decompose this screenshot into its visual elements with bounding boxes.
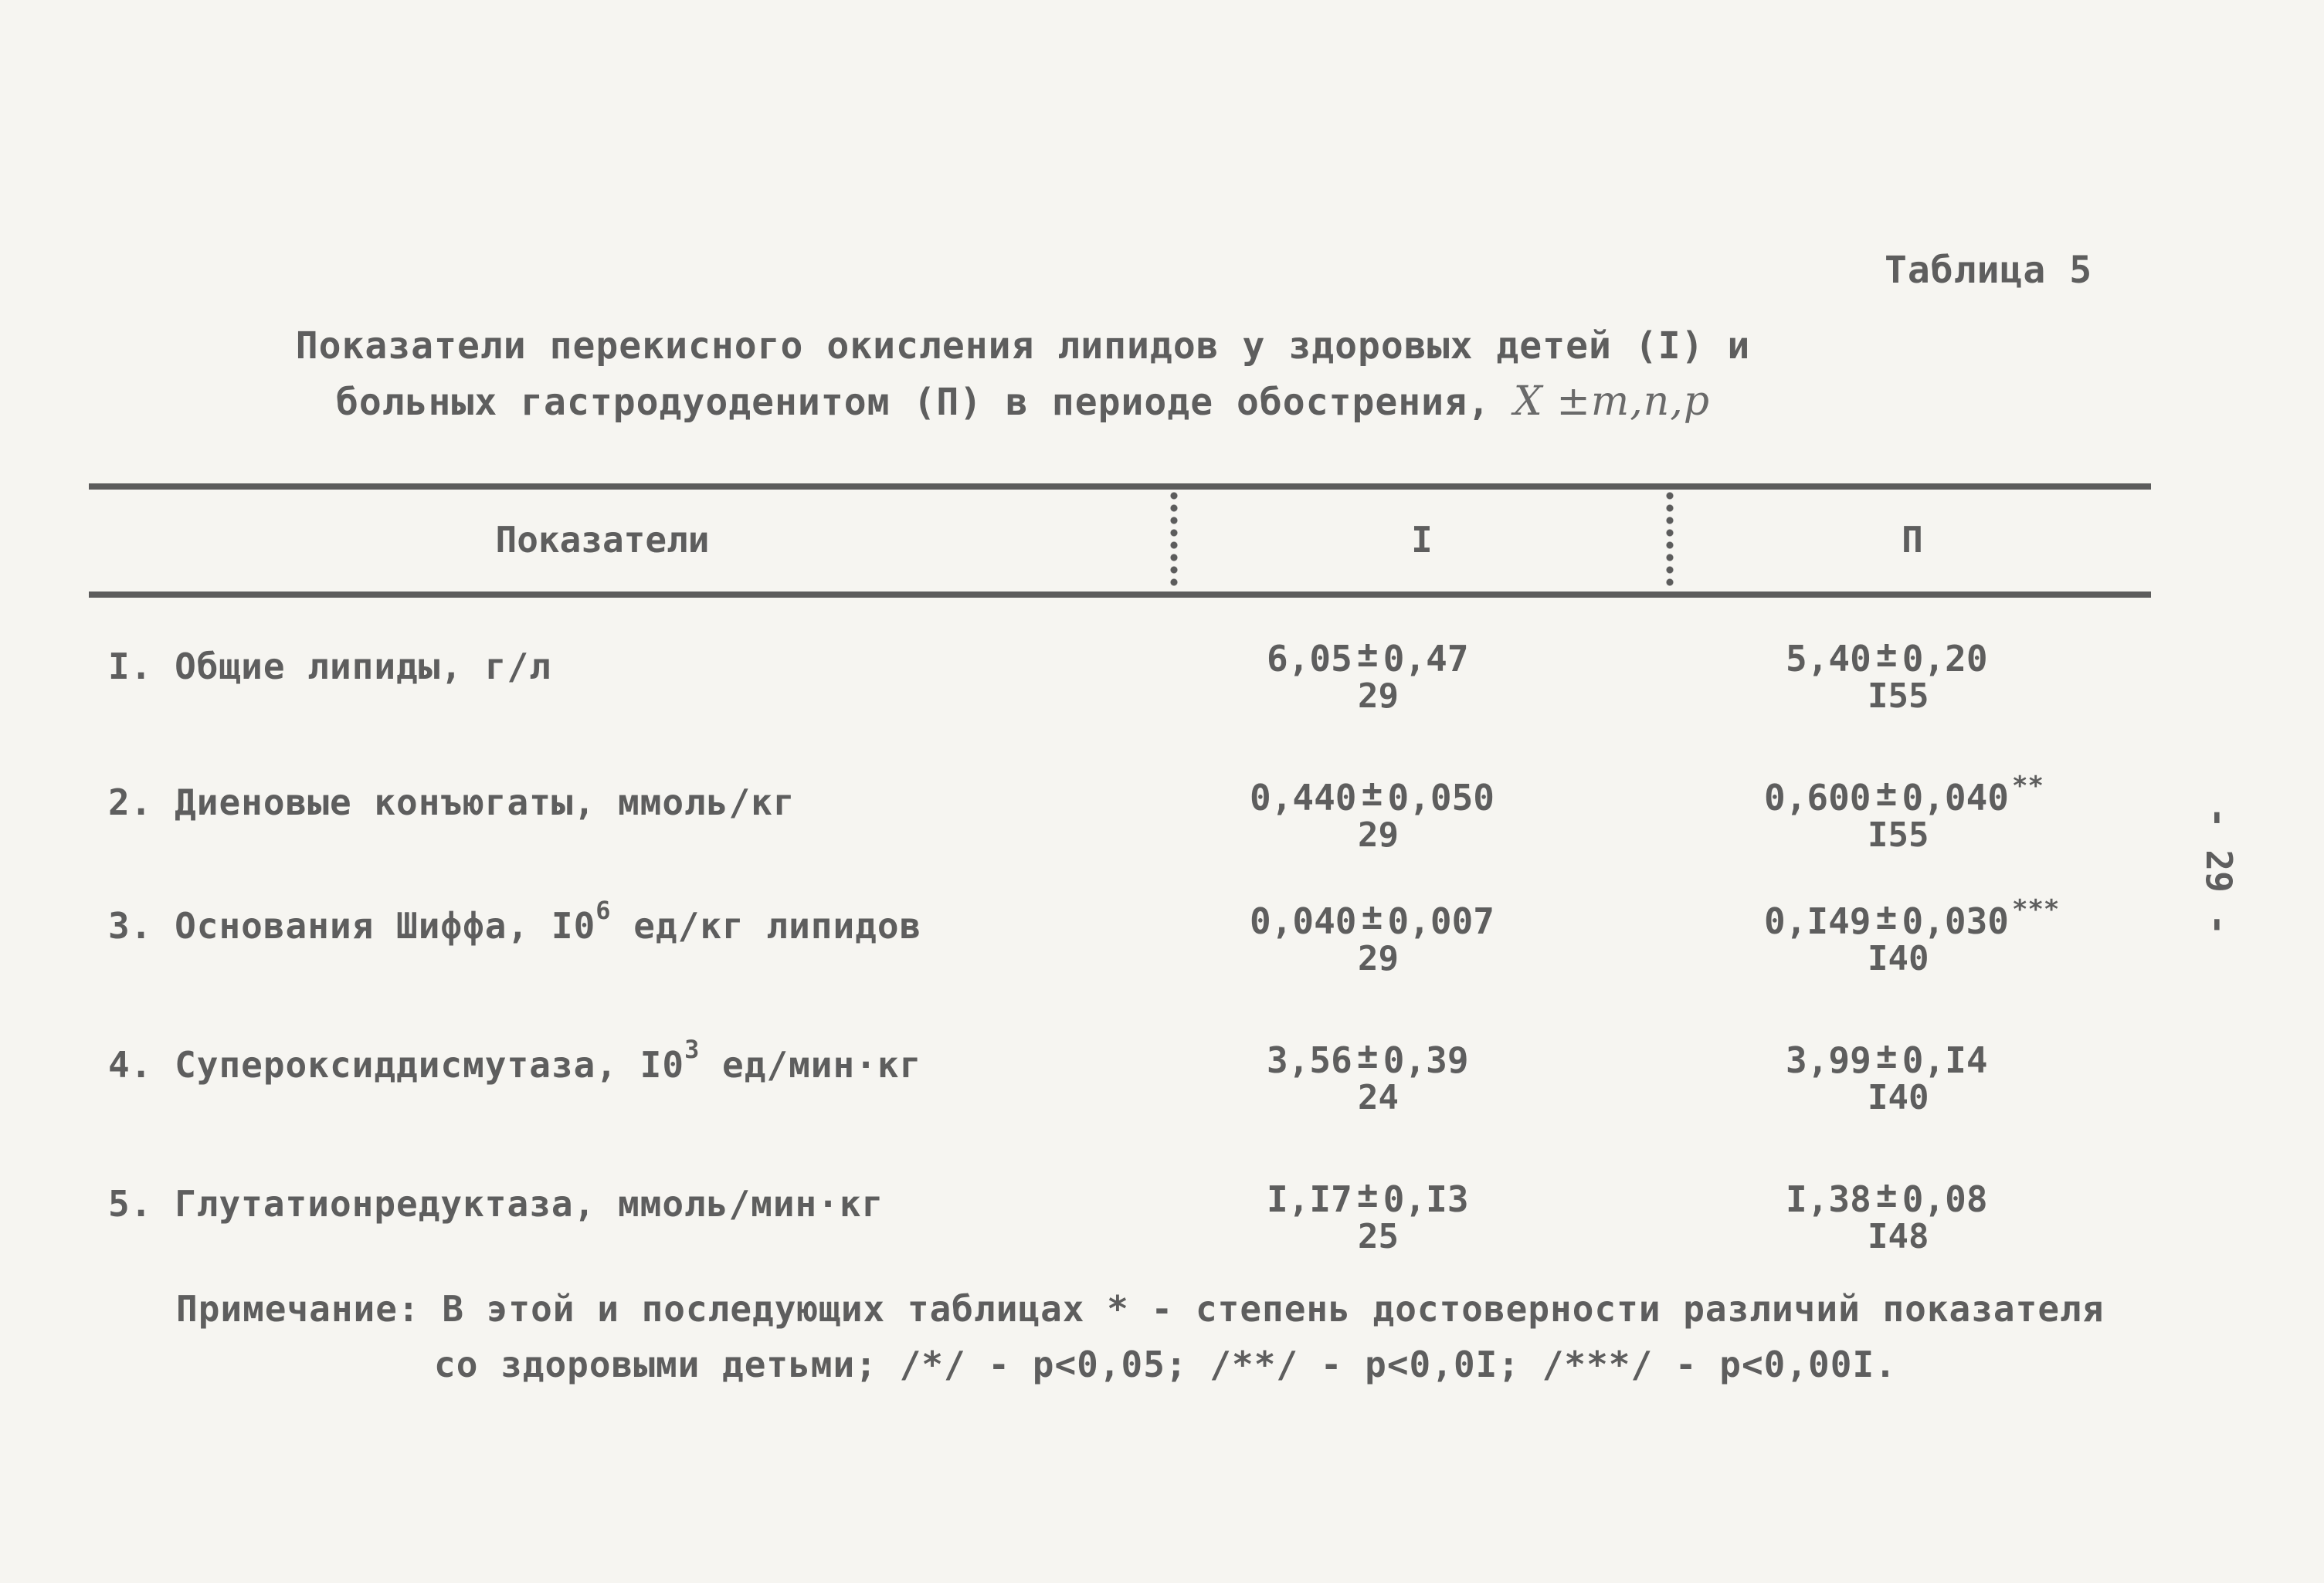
table-row-label [108,896,922,947]
error-value: 0,007 [1387,900,1494,942]
error-value: 0,47 [1383,638,1469,680]
sample-size: 25 [1358,1217,1399,1256]
column-separator-1 [1170,490,1178,588]
plus-minus-sign: ± [1361,896,1383,937]
sample-size: I48 [1868,1217,1929,1256]
mean-value: 0,440 [1250,777,1357,819]
sample-size: I55 [1868,676,1929,716]
sample-size: 29 [1358,815,1399,855]
table-note-line-2: со здоровыми детьми; /*/ - р<0,05; /**/ - р<0,0I; /***/ - р<0,00I. [434,1344,1897,1385]
mean-value: I,38 [1786,1178,1871,1220]
table-cell-group-1 [1267,633,1469,716]
column-separator-2 [1666,490,1674,588]
sample-size: 29 [1358,939,1399,978]
column-header-group-2: П [1902,519,1923,561]
table-cell-group-1 [1267,1035,1469,1117]
plus-minus-sign: ± [1356,1035,1379,1076]
table-row-label [108,1035,922,1086]
row-label-text: 2. Диеновые конъюгаты, ммоль/кг [108,781,796,823]
error-value: 0,040 [1902,777,2009,819]
table-note-line-1: Примечание: В этой и последующих таблицах * - степень достоверности различий показателя [176,1288,2105,1330]
column-header-group-1: I [1411,519,1433,561]
mean-value: 3,99 [1786,1039,1871,1081]
page-number: - 29 - [2198,807,2240,936]
row-label-exponent: 3 [684,1035,701,1064]
plus-minus-sign: ± [1875,1035,1898,1076]
sample-size: 24 [1358,1078,1399,1117]
error-value: 0,39 [1383,1039,1469,1081]
sample-size: I40 [1868,939,1929,978]
table-cell-group-2 [1786,1035,1991,1117]
row-label-text: I. Общие липиды, г/л [108,646,551,687]
row-label-text: 3. Основания Шиффа, I0 [108,905,596,947]
plus-minus-sign: ± [1356,1174,1379,1215]
row-label-unit: ед/мин·кг [700,1044,922,1086]
column-header-indicator: Показатели [495,519,710,561]
table-top-rule [89,483,2151,490]
plus-minus-sign: ± [1356,633,1379,675]
error-value: 0,08 [1902,1178,1988,1220]
mean-value: 3,56 [1267,1039,1352,1081]
plus-minus-sign: ± [1875,1174,1898,1215]
mean-value: 0,600 [1764,777,1871,819]
table-cell-group-2 [1764,771,2044,855]
plus-minus-sign: ± [1875,896,1898,937]
error-value: 0,I3 [1383,1178,1469,1220]
sample-size: I55 [1868,815,1929,855]
sample-size: I40 [1868,1078,1929,1117]
error-value: 0,20 [1902,638,1988,680]
error-value: 0,I4 [1902,1039,1988,1081]
plus-minus-sign: ± [1875,772,1898,814]
table-cell-group-1 [1250,772,1494,855]
caption-text-2: больных гастродуоденитом (П) в периоде обострения, [335,381,1491,424]
table-cell-group-1 [1267,1174,1469,1256]
table-header-rule [89,592,2151,598]
error-value: 0,030 [1902,900,2009,942]
table-row-label [108,781,796,823]
row-label-text: 5. Глутатионредуктаза, ммоль/мин·кг [108,1183,884,1225]
mean-value: 0,040 [1250,900,1357,942]
caption-formula: X ±m,n,p [1513,378,1711,425]
table-cell-group-2 [1786,633,1991,716]
mean-value: 6,05 [1267,638,1352,680]
table-row-label [108,646,551,687]
row-label-exponent: 6 [595,896,612,925]
significance-mark: *** [2011,894,2060,925]
mean-value: 5,40 [1786,638,1871,680]
sample-size: 29 [1358,676,1399,716]
table-caption-line-2 [0,378,2185,425]
plus-minus-sign: ± [1361,772,1383,814]
mean-value: I,I7 [1267,1178,1352,1220]
error-value: 0,050 [1387,777,1494,819]
caption-text-1: Показатели перекисного окисления липидов у здоровых детей (I) и [295,324,1751,368]
table-cell-group-1 [1250,896,1494,978]
table-number-label: Таблица 5 [1885,249,2093,292]
table-row-label [108,1183,884,1225]
row-label-unit: ед/кг липидов [611,905,922,947]
table-caption-line-1 [0,324,2185,368]
table-cell-group-2 [1786,1174,1991,1256]
row-label-text: 4. Супероксиддисмутаза, I0 [108,1044,685,1086]
table-cell-group-2 [1764,894,2060,978]
significance-mark: ** [2011,771,2044,802]
mean-value: 0,I49 [1764,900,1871,942]
plus-minus-sign: ± [1875,633,1898,675]
